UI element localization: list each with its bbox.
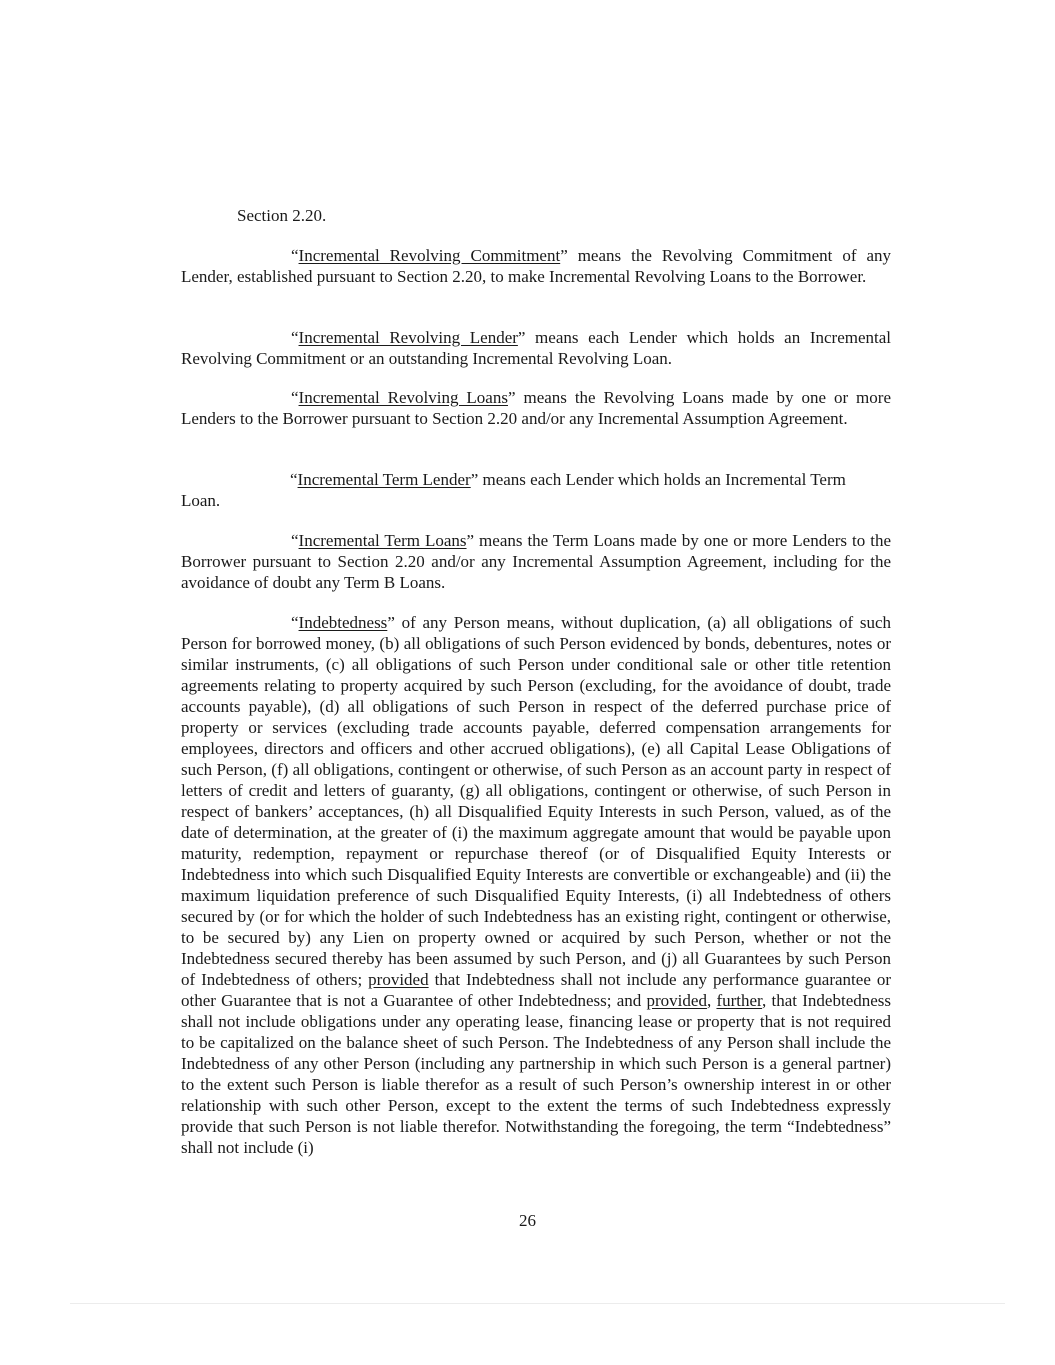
open-quote: “ bbox=[291, 246, 299, 265]
proviso-term: further bbox=[716, 991, 763, 1010]
defined-term: Incremental Revolving Commitment bbox=[298, 246, 561, 265]
page-edge-divider bbox=[70, 1303, 1005, 1304]
defined-term: Incremental Revolving Loans bbox=[298, 388, 508, 407]
definition-continuation: Loan. bbox=[181, 491, 221, 510]
open-quote: “ bbox=[290, 470, 298, 489]
definition-incremental-term-lender bbox=[290, 469, 891, 490]
definition-incremental-revolving-lender bbox=[181, 327, 891, 369]
defined-term: Incremental Revolving Lender bbox=[298, 328, 518, 347]
open-quote: “ bbox=[291, 388, 299, 407]
definition-text: ” means each Lender which holds an Incremental Term bbox=[470, 470, 846, 489]
proviso-term: provided bbox=[646, 991, 707, 1010]
definition-incremental-revolving-commitment bbox=[181, 245, 891, 287]
definition-text: that Indebtedness shall not include any performance guarantee or other Guarantee that is not a Guarantee of other Indebtedness; and bbox=[181, 970, 891, 1010]
definition-text: ” means the Term Loans made by one or more Lenders to the Borrower pursuant to Section 2.20 and/or any Incremental Assumption Agreement, including for the avoidance of doubt any Term B Loans. bbox=[181, 531, 891, 592]
definition-incremental-revolving-loans bbox=[181, 387, 891, 429]
definition-text: ” means each Lender which holds an Incremental Revolving Commitment or an outstanding Incremental Revolving Loan. bbox=[181, 328, 891, 368]
defined-term: Incremental Term Loans bbox=[298, 531, 467, 550]
definition-text: , that Indebtedness shall not include obligations under any operating lease, financing lease or property that is not required to be capitalized on the balance sheet of such Person. The Indebtedness of any Person shall include the Indebtedness of any other Person (including any partnership in which such Person is a general partner) to the extent such Person is liable therefor as a result of such Person’s ownership interest in or other relationship with such other Person, except to the extent the terms of such Indebtedness expressly provide that such Person is not liable therefor. Notwithstanding the foregoing, the term “Indebtedness” shall not include (i) bbox=[181, 991, 892, 1157]
defined-term: Incremental Term Lender bbox=[297, 470, 471, 489]
definition-text: ” of any Person means, without duplication, (a) all obligations of such Person for borrowed money, (b) all obligations of such Person evidenced by bonds, debentures, notes or similar instruments, (c) all obligations of such Person under conditional sale or other title retention agreements relating to property acquired by such Person (excluding, for the avoidance of doubt, trade accounts payable), (d) all obligations of such Person in respect of the deferred purchase price of property or services (excluding trade accounts payable, deferred compensation arrangements for employees, directors and officers and other accrued obligations), (e) all Capital Lease Obligations of such Person, (f) all obligations, contingent or otherwise, of such Person as an account party in respect of letters of credit and letters of guaranty, (g) all obligations, contingent or otherwise, of such Person in respect of bankers’ acceptances, (h) all Disqualified Equity Interests in such Person, valued, as of the date of determination, at the greater of (i) the maximum aggregate amount that would be payable upon maturity, redemption, repayment or repurchase thereof (or of Disqualified Equity Interests or Indebtedness into which such Disqualified Equity Interests are convertible or exchangeable) and (ii) the maximum liquidation preference of such Disqualified Equity Interests, (i) all Indebtedness of others secured by (or for which the holder of such Indebtedness has an existing right, contingent or otherwise, to be secured by) any Lien on property owned or acquired by such Person, whether or not the Indebtedness secured thereby has been assumed by such Person, and (j) all Guarantees by such Person of Indebtedness of others; bbox=[181, 613, 891, 989]
section-reference: Section 2.20. bbox=[237, 206, 327, 225]
definition-incremental-term-loans bbox=[181, 530, 891, 593]
open-quote: “ bbox=[291, 531, 299, 550]
definition-text: ” means the Revolving Commitment of any Lender, established pursuant to Section 2.20, to make Incremental Revolving Loans to the Borrower. bbox=[181, 246, 891, 286]
open-quote: “ bbox=[291, 328, 299, 347]
definition-indebtedness bbox=[181, 612, 891, 1158]
definition-text: , bbox=[706, 991, 717, 1010]
open-quote: “ bbox=[291, 613, 299, 632]
proviso-term: provided bbox=[368, 970, 429, 989]
defined-term: Indebtedness bbox=[298, 613, 388, 632]
page-number: 26 bbox=[519, 1211, 536, 1230]
definition-text: ” means the Revolving Loans made by one or more Lenders to the Borrower pursuant to Section 2.20 and/or any Incremental Assumption Agreement. bbox=[181, 388, 891, 428]
